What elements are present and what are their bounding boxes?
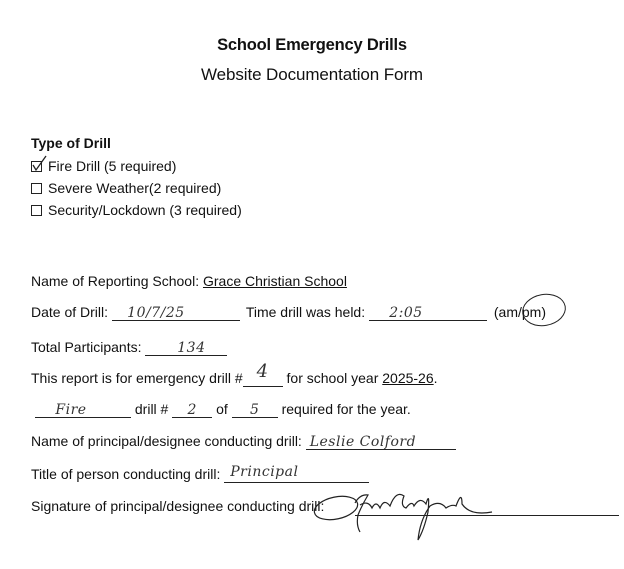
school-year-value: 2025-26	[382, 370, 434, 386]
report-prefix: This report is for emergency drill #	[31, 370, 243, 386]
drill-required-value: 5	[250, 402, 260, 418]
date-label: Date of Drill:	[31, 304, 109, 320]
drill-type-heading: Type of Drill	[31, 135, 111, 151]
ampm-close: )	[541, 304, 547, 320]
required-suffix: required for the year.	[281, 401, 411, 417]
principal-value: Leslie Colford	[309, 434, 417, 450]
ampm-open: (am/	[493, 304, 522, 320]
time-value: 2:05	[389, 305, 423, 321]
title-value: Principal	[230, 464, 299, 480]
form-subtitle: Website Documentation Form	[201, 65, 423, 84]
school-name-value[interactable]: Grace Christian School	[202, 273, 347, 289]
title-label: Title of person conducting drill:	[31, 466, 221, 482]
drill-kind-value: Fire	[55, 402, 87, 418]
report-middle: for school year	[286, 370, 379, 386]
ampm-pm-selected[interactable]: pm	[521, 304, 542, 320]
report-suffix: .	[433, 370, 438, 386]
of-label: of	[216, 401, 228, 417]
time-label: Time drill was held:	[245, 304, 366, 320]
drill-option-label: Security/Lockdown (3 required)	[48, 202, 242, 218]
form-title: School Emergency Drills	[217, 36, 407, 54]
drill-hash-label: drill #	[134, 401, 169, 417]
signature-label: Signature of principal/designee conducting drill:	[31, 498, 325, 514]
drill-index-value: 2	[187, 402, 197, 418]
principal-label: Name of principal/designee conducting drill:	[31, 433, 302, 449]
participants-label: Total Participants:	[31, 339, 142, 355]
date-value: 10/7/25	[127, 305, 185, 321]
participants-value: 134	[177, 340, 206, 356]
drill-number-value: 4	[256, 361, 269, 382]
drill-option-label: Severe Weather(2 required)	[48, 180, 222, 196]
school-name-label: Name of Reporting School:	[31, 273, 200, 289]
drill-option-label: Fire Drill (5 required)	[48, 158, 177, 174]
